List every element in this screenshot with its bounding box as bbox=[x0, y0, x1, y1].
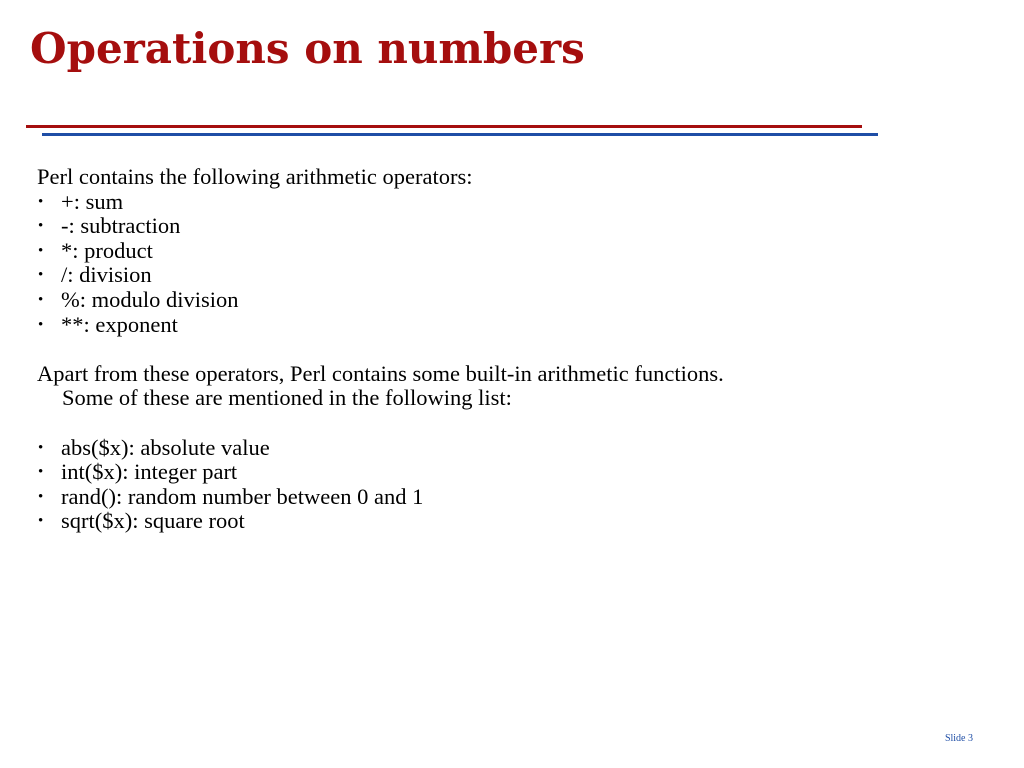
operator-text: %: modulo division bbox=[61, 286, 239, 312]
spacer bbox=[37, 411, 977, 436]
operator-text: +: sum bbox=[61, 188, 124, 214]
list-item bbox=[37, 190, 977, 215]
function-text: abs($x): absolute value bbox=[61, 434, 270, 460]
list-item bbox=[37, 485, 977, 510]
bullet-dot-icon: • bbox=[38, 267, 44, 284]
bullet-dot-icon: • bbox=[38, 439, 44, 456]
slide-body bbox=[37, 165, 977, 534]
operator-text: **: exponent bbox=[61, 311, 178, 337]
title-underline-blue bbox=[42, 133, 878, 136]
title-underline-red bbox=[26, 125, 862, 128]
functions-intro: Apart from these operators, Perl contains some built-in arithmetic functions. Some of these are mentioned in the following list: bbox=[37, 360, 724, 411]
operator-text: -: subtraction bbox=[61, 213, 181, 239]
list-item bbox=[37, 288, 977, 313]
operators-list bbox=[37, 190, 977, 338]
bullet-dot-icon: • bbox=[38, 242, 44, 259]
list-item bbox=[37, 313, 977, 338]
bullet-dot-icon: • bbox=[38, 218, 44, 235]
list-item bbox=[37, 460, 977, 485]
list-item bbox=[37, 436, 977, 461]
list-item bbox=[37, 214, 977, 239]
spacer bbox=[37, 337, 977, 362]
bullet-dot-icon: • bbox=[38, 513, 44, 530]
list-item bbox=[37, 509, 977, 534]
slide-number: Slide 3 bbox=[944, 733, 973, 744]
list-item bbox=[37, 263, 977, 288]
operator-text: /: division bbox=[61, 262, 152, 288]
slide-title: Operations on numbers bbox=[30, 24, 585, 73]
function-text: int($x): integer part bbox=[61, 459, 238, 485]
function-text: sqrt($x): square root bbox=[61, 508, 245, 534]
function-text: rand(): random number between 0 and 1 bbox=[61, 483, 424, 509]
functions-list bbox=[37, 436, 977, 534]
operators-intro: Perl contains the following arithmetic operators: bbox=[37, 164, 473, 189]
bullet-dot-icon: • bbox=[38, 488, 44, 505]
bullet-dot-icon: • bbox=[38, 316, 44, 333]
list-item bbox=[37, 239, 977, 264]
operator-text: *: product bbox=[61, 237, 153, 263]
bullet-dot-icon: • bbox=[38, 291, 44, 308]
bullet-dot-icon: • bbox=[38, 193, 44, 210]
bullet-dot-icon: • bbox=[38, 464, 44, 481]
